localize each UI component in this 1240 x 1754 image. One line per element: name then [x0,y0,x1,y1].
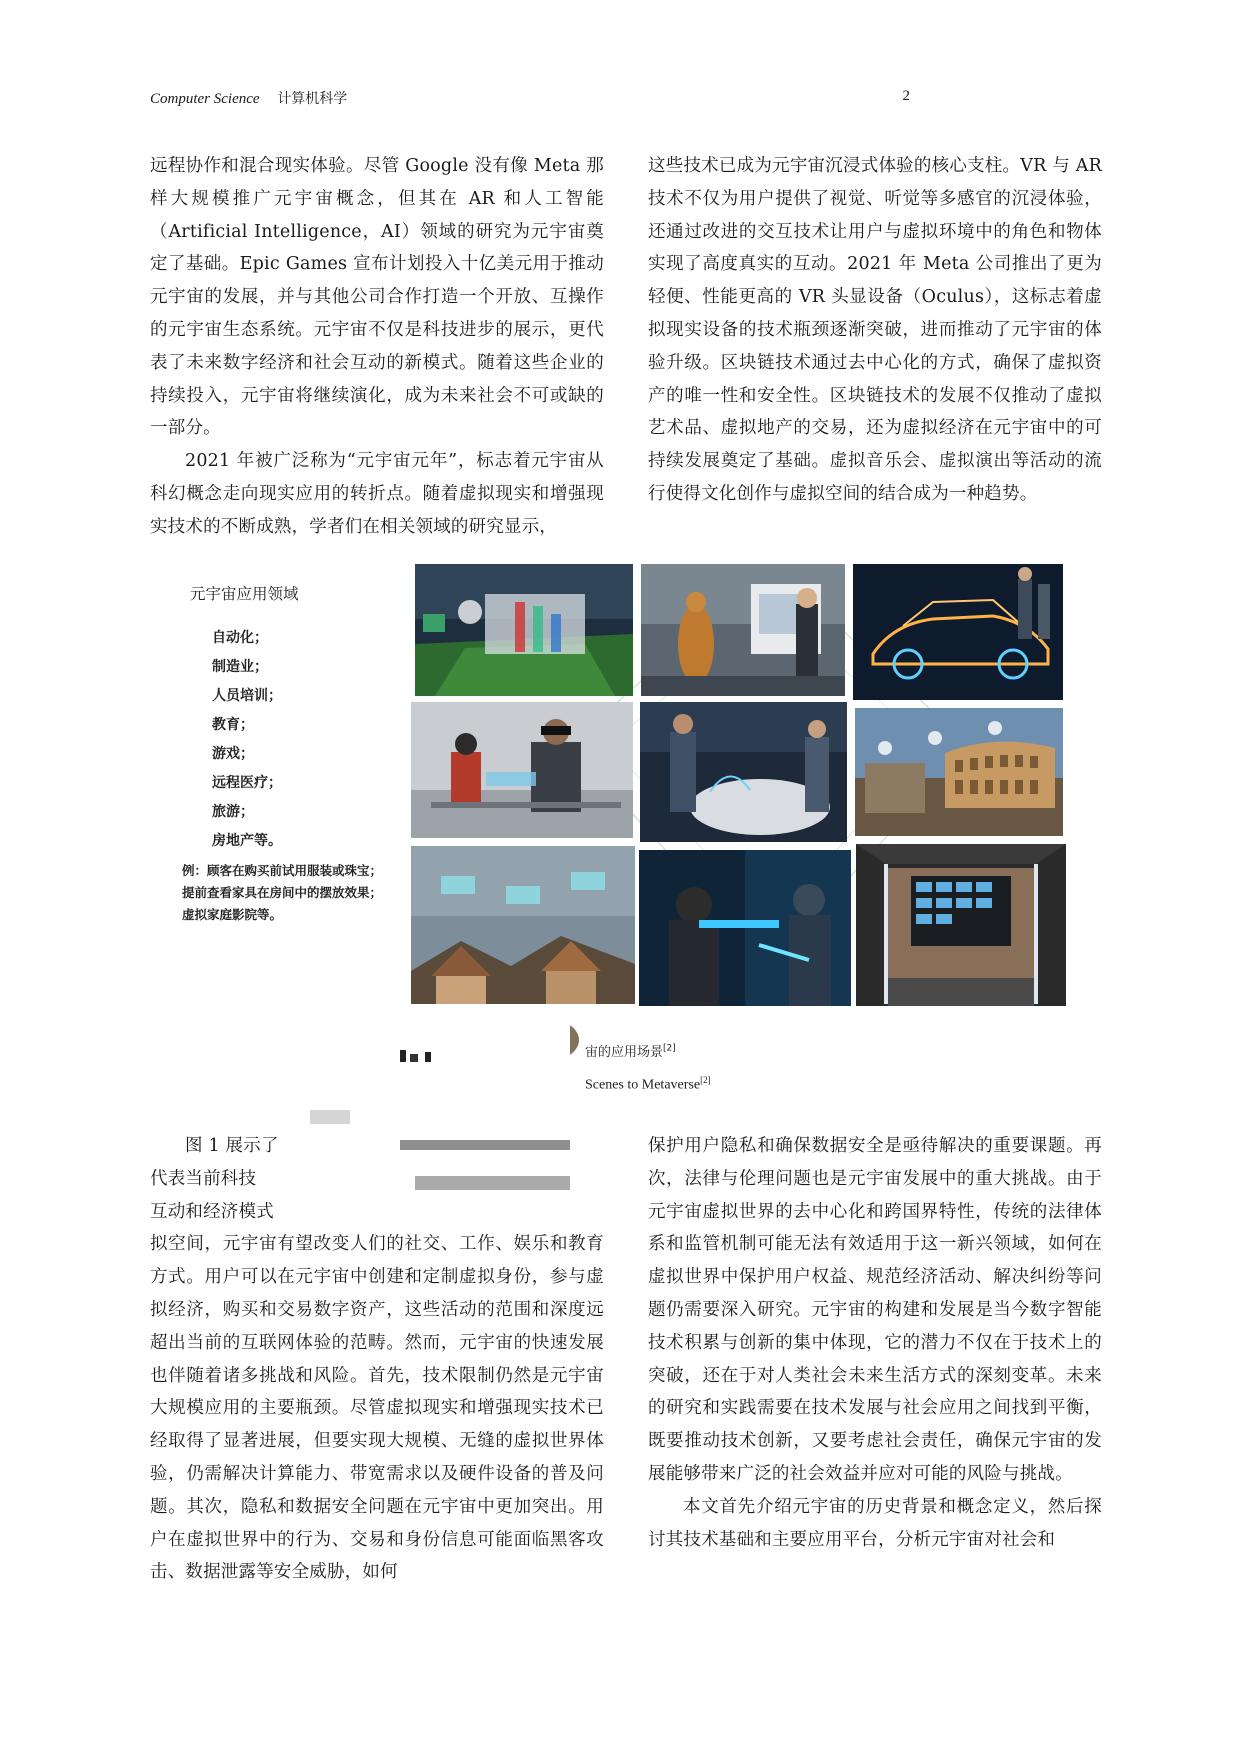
vr-medical-image [640,702,847,842]
real-estate-ar-image [411,846,635,1004]
home-theater-image [856,844,1066,1006]
application-list [150,560,400,1020]
stadium-ar-image [415,564,633,696]
column-top-right [648,150,1102,511]
figure-caption-en [585,1075,711,1094]
list-item: 自动化； [212,630,268,646]
page-number: 2 [902,88,910,104]
column-bottom-right [648,1130,1102,1556]
example-line: 虚拟家庭影院等。 [182,907,283,922]
list-item: 制造业； [212,659,268,675]
ar-museum-image [641,564,845,696]
list-item: 教育； [212,717,254,733]
journal-name-en: Computer Science [150,91,260,107]
paragraph: 本文首先介绍元宇宙的历史背景和概念定义，然后探讨其技术基础和主要应用平台，分析元宇宙对社会和 [648,1496,1102,1550]
list-item: 旅游； [212,804,254,820]
paragraph-fragment: 图 1 展示了 [185,1136,279,1156]
column-top-left [150,150,604,544]
journal-name-cn: 计算机科学 [277,91,348,107]
figure-caption-cn [585,1041,676,1060]
page-header [150,88,910,112]
application-list-title: 元宇宙应用领域 [190,585,299,603]
caption-en-ref: [2] [700,1075,711,1085]
paragraph: 拟空间，元宇宙有望改变人们的社交、工作、娱乐和教育方式。用户可以在元宇宙中创建和定制虚拟身份，参与虚拟经济，购买和交易数字资产，这些活动的范围和深度远超出当前的互联网体验的范畴。然而，元宇宙的快速发展也伴随着诸多挑战和风险。首先，技术限制仍然是元宇宙大规模应用的主要瓶颈。尽管虚拟现实和增强现实技术已经取得了显著进展，但要实现大规模、无缝的虚拟世界体验，仍需解决计算能力、带宽需求以及硬件设备的普及问题。其次，隐私和数据安全问题在元宇宙中更加突出。用户在虚拟世界中的行为、交易和身份信息可能面临黑客攻击、数据泄露等安全威胁，如何 [150,1234,604,1583]
wireframe-car-image [853,564,1063,700]
list-item: 游戏； [212,746,254,762]
colosseum-ar-image [855,708,1063,836]
caption-cn-ref: [2] [663,1043,676,1054]
list-item: 房地产等。 [212,833,282,849]
column-bottom-left [150,1130,604,1589]
paragraph: 远程协作和混合现实体验。尽管 Google 没有像 Meta 那样大规模推广元宇宙概念，但其在 AR 和人工智能（Artificial Intelligence，AI）领域的研究为元宇宙奠定了基础。Epic Games 宣布计划投入十亿美元用于推动元宇宙的发展，并与其他公司合作打造一个开放、互操作的元宇宙生态系统。元宇宙不仅是科技进步的展示，更代表了未来数字经济和社会互动的新模式。随着这些企业的持续投入，元宇宙将继续演化，成为未来社会不可或缺的一部分。 [150,156,604,439]
list-item: 人员培训； [212,688,282,704]
example-line: 提前查看家具在房间中的摆放效果； [182,885,383,900]
application-example [182,860,382,926]
paragraph-fragment: 互动和经济模式 [150,1201,274,1222]
paragraph: 这些技术已成为元宇宙沉浸式体验的核心支柱。VR 与 AR 技术不仅为用户提供了视觉、听觉等多感官的沉浸体验，还通过改进的交互技术让用户与虚拟环境中的角色和物体实现了高度真实的互动。2021 年 Meta 公司推出了更为轻便、性能更高的 VR 头显设备（Oculus），这标志着虚拟现实设备的技术瓶颈逐渐突破，进而推动了元宇宙的体验升级。区块链技术通过去中心化的方式，确保了虚拟资产的唯一性和安全性。区块链技术的发展不仅推动了虚拟艺术品、虚拟地产的交易，还为虚拟经济在元宇宙中的可持续发展奠定了基础。虚拟音乐会、虚拟演出等活动的流行使得文化创作与虚拟空间的结合成为一种趋势。 [648,156,1102,504]
caption-cn-text: 宙的应用场景 [585,1045,664,1060]
paragraph: 保护用户隐私和确保数据安全是亟待解决的重要课题。再次，法律与伦理问题也是元宇宙发展中的重大挑战。由于元宇宙虚拟世界的去中心化和跨国界特性，传统的法律体系和监管机制可能无法有效适用于这一新兴领域，如何在虚拟世界中保护用户权益、规范经济活动、解决纠纷等问题仍需要深入研究。元宇宙的构建和发展是当今数字智能技术积累与创新的集中体现，它的潜力不仅在于技术上的突破，还在于对人类社会未来生活方式的深刻变革。未来的研究和实践需要在技术发展与社会应用之间找到平衡，既要推动技术创新，又要考虑社会责任，确保元宇宙的发展能够带来广泛的社会效益并应对可能的风险与挑战。 [648,1136,1102,1484]
vr-gaming-image [639,850,851,1006]
application-items [212,624,282,856]
paragraph-fragment: 代表当前科技 [150,1168,257,1189]
caption-en-text: Scenes to Metaverse [585,1077,701,1093]
paragraph: 2021 年被广泛称为“元宇宙元年”，标志着元宇宙从科幻概念走向现实应用的转折点。随着虚拟现实和增强现实技术的不断成熟，学者们在相关领域的研究显示， [150,451,604,537]
figure-1 [150,560,1090,1020]
list-item: 远程医疗； [212,775,282,791]
example-line: 例：顾客在购买前试用服装或珠宝； [182,863,383,878]
vr-training-image [411,702,633,838]
